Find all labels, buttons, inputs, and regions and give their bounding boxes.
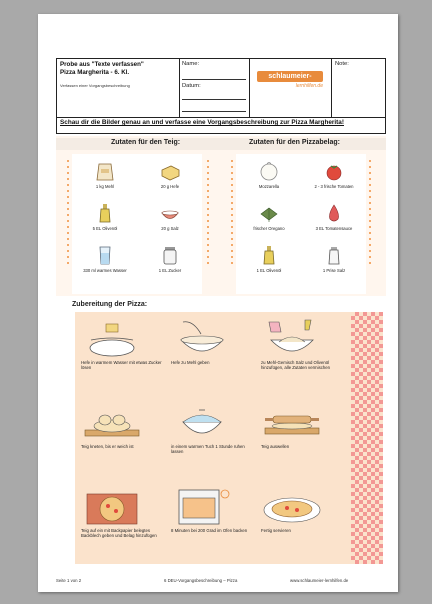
title-cell: [57, 59, 180, 117]
dotted-border-right: [368, 158, 372, 268]
pizza-plate-icon: [261, 486, 323, 528]
ingredient-label: 1 EL Olivenöl: [256, 268, 282, 273]
grade-cell: [331, 59, 387, 117]
dissolve-yeast-icon: [81, 318, 143, 360]
ingredient-item: [239, 202, 299, 231]
ingredient-item: [304, 160, 364, 189]
preparation-step: [171, 486, 257, 533]
ingredient-item: [304, 244, 364, 273]
footer-website: www.schlaumeier-lernhilfen.de: [290, 578, 349, 583]
worksheet-page: [38, 14, 398, 592]
ingredient-item: [239, 244, 299, 273]
ingredient-label: 5 EL Olivenöl: [92, 226, 118, 231]
tomato-icon: [323, 160, 345, 182]
yeast-block-icon: [159, 160, 181, 182]
ingredient-item: [140, 202, 200, 231]
date-line[interactable]: [182, 99, 246, 100]
step-label: Teig auf ein mit Backpapier belegtes Backblech geben und Belag hinzufügen: [81, 528, 157, 539]
preparation-section: [75, 312, 383, 564]
preparation-step: [81, 486, 167, 539]
ingredient-item: [75, 244, 135, 273]
tomato-sauce-icon: [323, 202, 345, 224]
step-label: Hefe in warmem Wasser mit etwas Zucker lösen: [81, 360, 162, 371]
ingredient-item: [239, 160, 299, 189]
oven-icon: [171, 486, 233, 528]
preparation-step: [81, 402, 167, 449]
add-yeast-icon: [171, 318, 233, 360]
ingredient-label: 2 - 3 frische Tomaten: [314, 184, 354, 189]
date-label: Datum:: [182, 83, 201, 89]
preparation-step: [171, 402, 257, 455]
topping-ingredients-heading: Zutaten für den Pizzabelag:: [249, 139, 341, 146]
task-instruction: Schau dir die Bilder genau an und verfasse eine Vorgangsbeschreibung zur Pizza Margherita!: [56, 118, 386, 134]
ingredient-item: [75, 202, 135, 231]
rolling-pin-icon: [261, 402, 323, 444]
footer-center-text: 6 DEU-Vorgangsbeschreibung – Pizza: [164, 578, 238, 583]
ingredient-item: [304, 202, 364, 231]
ingredient-item: [140, 160, 200, 189]
oregano-icon: [258, 202, 280, 224]
dotted-border-left: [66, 158, 70, 268]
salt-shaker-icon: [323, 244, 345, 266]
footer-page-number: Seite 1 von 2: [56, 578, 82, 583]
step-label: zu Mehl-Gemisch Salz und Olivenöl hinzufügen, alle Zutaten vermischen: [261, 360, 331, 371]
ingredient-label: 20 g Salz: [161, 226, 179, 231]
preparation-step: [261, 402, 347, 449]
name-date-cell: [179, 59, 250, 117]
dough-ingredients-heading: Zutaten für den Teig:: [111, 139, 181, 146]
worksheet-title: [60, 61, 144, 76]
ingredient-item: [75, 160, 135, 189]
checkered-tablecloth-border: [351, 312, 383, 564]
logo-main-text: schlaumeier-: [257, 71, 323, 82]
ingredient-label: 1 EL Zucker: [158, 268, 182, 273]
preparation-step: [261, 318, 347, 371]
name-label: Name:: [182, 61, 200, 67]
ingredient-item: [140, 244, 200, 273]
dotted-border-mid-left: [206, 158, 210, 268]
salt-bowl-icon: [159, 202, 181, 224]
ingredient-label: 330 ml warmes Wasser: [83, 268, 127, 273]
knead-dough-icon: [81, 402, 143, 444]
preparation-step: [261, 486, 347, 533]
dotted-border-mid-right: [230, 158, 234, 268]
oil-bottle-icon: [94, 202, 116, 224]
sugar-jar-icon: [159, 244, 181, 266]
ingredient-label: 20 g Hefe: [160, 184, 180, 189]
baking-tray-icon: [81, 486, 143, 528]
water-glass-icon: [94, 244, 116, 266]
title-line-1: Probe aus "Texte verfassen": [60, 61, 144, 68]
step-label: Teig auswellen: [261, 444, 290, 449]
step-label: in einem warmen Tuch 1 Stunde ruhen lassen: [171, 444, 245, 455]
extra-line: [182, 111, 246, 112]
rest-dough-icon: [171, 402, 233, 444]
ingredient-label: frischer Oregano: [253, 226, 285, 231]
step-label: Hefe zu Mehl geben: [171, 360, 210, 365]
ingredient-label: 1 kg Mehl: [95, 184, 115, 189]
dough-ingredients-panel: [72, 154, 202, 294]
ingredients-section: [56, 136, 386, 296]
preparation-step: [171, 318, 257, 365]
ingredient-label: 1 Prise Salz: [322, 268, 346, 273]
step-label: 8 Minuten bei 200 Grad im Ofen backen: [171, 528, 248, 533]
worksheet-subtitle: Verfassen einer Vorgangsbeschreibung: [60, 83, 130, 88]
title-line-2: Pizza Margherita - 6. Kl.: [60, 68, 130, 76]
preparation-heading: Zubereitung der Pizza:: [72, 301, 148, 308]
step-label: Teig kneten, bis er weich ist: [81, 444, 134, 449]
logo-sub-text: lernhilfen.de: [295, 83, 323, 89]
name-line[interactable]: [182, 79, 246, 80]
ingredient-label: 3 EL Tomatensauce: [315, 226, 353, 231]
preparation-step: [81, 318, 167, 371]
topping-ingredients-panel: [236, 154, 366, 294]
mix-ingredients-icon: [261, 318, 323, 360]
oil-bottle-icon: [258, 244, 280, 266]
flour-bag-icon: [94, 160, 116, 182]
grade-label: Note:: [335, 61, 349, 67]
header-table: [56, 58, 386, 118]
ingredient-label: Mozzarella: [258, 184, 280, 189]
mozzarella-icon: [258, 160, 280, 182]
schlaumeier-logo: [257, 71, 323, 91]
step-label: Fertig servieren: [261, 528, 291, 533]
logo-cell: [249, 59, 332, 117]
